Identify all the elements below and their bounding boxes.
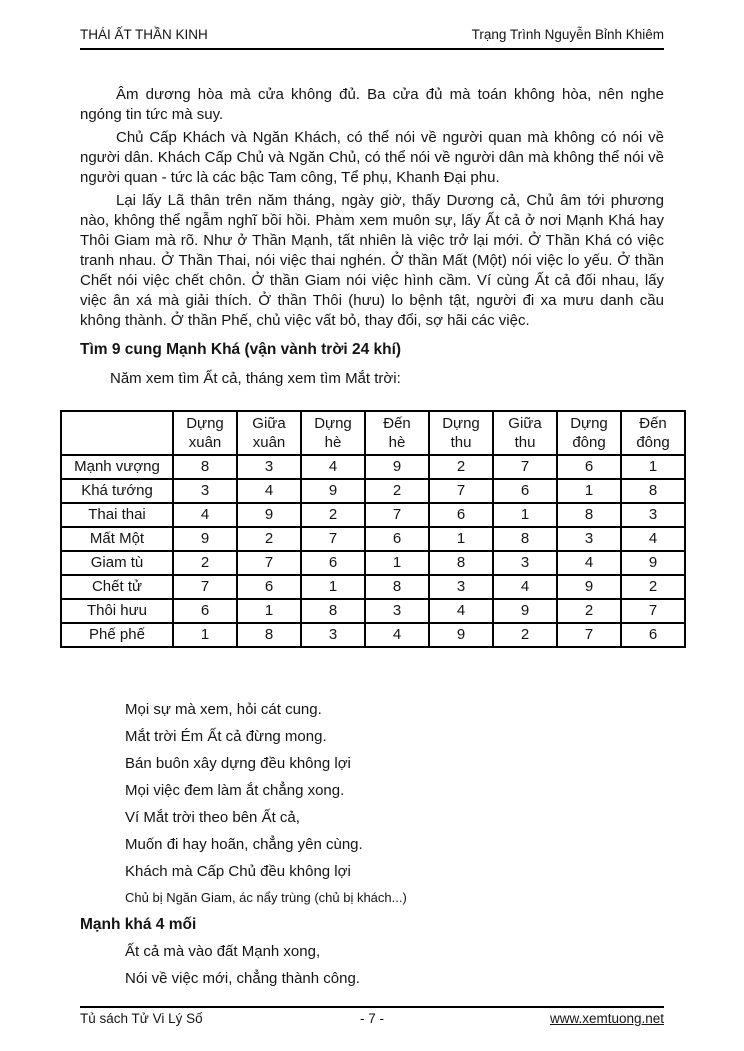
- row-label: Khá tướng: [61, 479, 173, 503]
- table-cell: 8: [429, 551, 493, 575]
- table-cell: 1: [173, 623, 237, 647]
- table-cell: 8: [557, 503, 621, 527]
- verse-line: Ất cả mà vào đất Mạnh xong,: [125, 943, 321, 960]
- table-cell: 1: [237, 599, 301, 623]
- table-row: [61, 479, 685, 503]
- verse-line: Khách mà Cấp Chủ đều không lợi: [125, 863, 351, 880]
- table-cell: 9: [173, 527, 237, 551]
- table-cell: 4: [365, 623, 429, 647]
- section-heading: Tìm 9 cung Mạnh Khá (vận vành trời 24 khí): [80, 341, 402, 358]
- column-header: Dựng thu: [429, 411, 493, 455]
- row-label: Giam tù: [61, 551, 173, 575]
- table-row: [61, 503, 685, 527]
- table-cell: 6: [237, 575, 301, 599]
- table-cell: 3: [621, 503, 685, 527]
- table-cell: 8: [621, 479, 685, 503]
- table-row: [61, 599, 685, 623]
- table-cell: 8: [301, 599, 365, 623]
- table-cell: 7: [365, 503, 429, 527]
- table-row: [61, 527, 685, 551]
- table-cell: 6: [173, 599, 237, 623]
- table-cell: 9: [557, 575, 621, 599]
- row-label: Phế phế: [61, 623, 173, 647]
- verse-line: Ví Mắt trời theo bên Ất cả,: [125, 809, 300, 826]
- column-header: Dựng đông: [557, 411, 621, 455]
- column-header: Giữa xuân: [237, 411, 301, 455]
- table-row: [61, 551, 685, 575]
- table-cell: 2: [365, 479, 429, 503]
- table-row: [61, 623, 685, 647]
- table-cell: 4: [237, 479, 301, 503]
- table-cell: 4: [301, 455, 365, 479]
- table-cell: 4: [493, 575, 557, 599]
- sub-heading: Mạnh khá 4 mối: [80, 916, 197, 933]
- table-cell: 2: [429, 455, 493, 479]
- column-header: Đến đông: [621, 411, 685, 455]
- column-header: Dựng xuân: [173, 411, 237, 455]
- page-header: [80, 27, 664, 43]
- table-cell: 1: [365, 551, 429, 575]
- table-cell: 1: [621, 455, 685, 479]
- verse-line: Mọi việc đem làm ắt chẳng xong.: [125, 782, 345, 799]
- table-cell: 1: [493, 503, 557, 527]
- table-cell: 9: [365, 455, 429, 479]
- table-cell: 7: [621, 599, 685, 623]
- table-cell: 7: [173, 575, 237, 599]
- table-row: [61, 455, 685, 479]
- table-cell: 6: [429, 503, 493, 527]
- table-cell: 8: [365, 575, 429, 599]
- table-cell: 3: [429, 575, 493, 599]
- row-label: Thôi hưu: [61, 599, 173, 623]
- table-row: [61, 575, 685, 599]
- row-label: Mất Một: [61, 527, 173, 551]
- table-cell: 3: [173, 479, 237, 503]
- column-header: Giữa thu: [493, 411, 557, 455]
- verse-line: Bán buôn xây dựng đều không lợi: [125, 755, 351, 772]
- verse-line: Nói về việc mới, chẳng thành công.: [125, 970, 360, 987]
- verse-line: Mắt trời Ém Ất cả đừng mong.: [125, 728, 327, 745]
- table-cell: 2: [173, 551, 237, 575]
- nine-palace-table: [60, 410, 686, 648]
- verse-section: [80, 696, 664, 992]
- row-label: Mạnh vượng: [61, 455, 173, 479]
- footer-link-wrap: [469, 1011, 664, 1027]
- table-cell: 4: [557, 551, 621, 575]
- header-book-title: THÁI ẤT THẦN KINH: [80, 27, 208, 42]
- footer-website-link[interactable]: www.xemtuong.net: [549, 1011, 665, 1026]
- verse-line: Muốn đi hay hoãn, chẳng yên cùng.: [125, 836, 363, 853]
- table-cell: 7: [237, 551, 301, 575]
- verse-line: Mọi sự mà xem, hỏi cát cung.: [125, 701, 322, 718]
- header-rule: [80, 48, 664, 50]
- table-cell: 9: [429, 623, 493, 647]
- table-cell: 2: [493, 623, 557, 647]
- table-header-row: [61, 411, 685, 455]
- table-cell: 6: [365, 527, 429, 551]
- footer-series-title: Tủ sách Tử Vi Lý Số: [80, 1011, 203, 1026]
- table-cell: 7: [301, 527, 365, 551]
- table-cell: 3: [365, 599, 429, 623]
- table-cell: 3: [301, 623, 365, 647]
- paragraph-2: Chủ Cấp Khách và Ngăn Khách, có thể nói về người quan mà không có nói về người dân. Khách Cấp Chủ và Ngăn Chủ, có thể nói về người dân mà không thể nói về người quan - tức là các bậc Tam công, Tể phụ, Khanh Đại phu.: [80, 129, 664, 186]
- footer-page-number: - 7 -: [360, 1011, 385, 1026]
- table-cell: 8: [173, 455, 237, 479]
- paragraph-3: Lại lấy Lã thân trên năm tháng, ngày giờ, thấy Dương cả, Chủ âm tới phương nào, không thể ngẫm nghĩ bồi hồi. Phàm xem muôn sự, lấy Ất cả ở nơi Mạnh Khá hay Thôi Giam mà rõ. Như ở Thần Mạnh, tất nhiên là việc trở lại mới. Ở Thần Khá có việc tranh nhau. Ở Thần Thai, nói việc thai nghén. Ở thần Mất (Một) nói việc lo yếu. Ở thần Chết nói việc chết chôn. Ở thần Giam nói việc hình cầm. Ví cùng Ất cả đối nhau, lấy việc ân xá mà giải thích. Ở thần Thôi (hưu) lo bệnh tật, người đi xa mưu danh cầu không thành. Ở thần Phế, chủ việc vất bỏ, thay đổi, sợ hãi các việc.: [80, 192, 664, 329]
- table-cell: 7: [429, 479, 493, 503]
- table-cell: 6: [557, 455, 621, 479]
- table-cell: 3: [493, 551, 557, 575]
- table-corner-cell: [61, 411, 173, 455]
- paragraph-1: Âm dương hòa mà cửa không đủ. Ba cửa đủ mà toán không hòa, nên nghe ngóng tin tức mà suy.: [80, 86, 664, 123]
- row-label: Chết tử: [61, 575, 173, 599]
- table-cell: 4: [173, 503, 237, 527]
- table-cell: 6: [621, 623, 685, 647]
- column-header: Đến hè: [365, 411, 429, 455]
- table-cell: 6: [301, 551, 365, 575]
- verse-note: Chủ bị Ngăn Giam, ác nẩy trùng (chủ bị khách...): [125, 890, 407, 905]
- table-cell: 3: [557, 527, 621, 551]
- header-author: Trạng Trình Nguyễn Bỉnh Khiêm: [471, 27, 664, 42]
- table-cell: 1: [557, 479, 621, 503]
- table-cell: 8: [237, 623, 301, 647]
- table-cell: 8: [493, 527, 557, 551]
- table-cell: 1: [429, 527, 493, 551]
- table-cell: 2: [237, 527, 301, 551]
- table-cell: 2: [557, 599, 621, 623]
- table-cell: 4: [621, 527, 685, 551]
- table-cell: 2: [301, 503, 365, 527]
- table-cell: 3: [237, 455, 301, 479]
- table-cell: 9: [493, 599, 557, 623]
- page-footer: [80, 1006, 664, 1027]
- table-cell: 9: [237, 503, 301, 527]
- table-cell: 7: [493, 455, 557, 479]
- table-cell: 7: [557, 623, 621, 647]
- table-cell: 9: [621, 551, 685, 575]
- section-intro: Năm xem tìm Ất cả, tháng xem tìm Mắt trời:: [110, 370, 401, 387]
- table-cell: 4: [429, 599, 493, 623]
- table-cell: 9: [301, 479, 365, 503]
- row-label: Thai thai: [61, 503, 173, 527]
- table-cell: 6: [493, 479, 557, 503]
- column-header: Dựng hè: [301, 411, 365, 455]
- table-cell: 1: [301, 575, 365, 599]
- table-cell: 2: [621, 575, 685, 599]
